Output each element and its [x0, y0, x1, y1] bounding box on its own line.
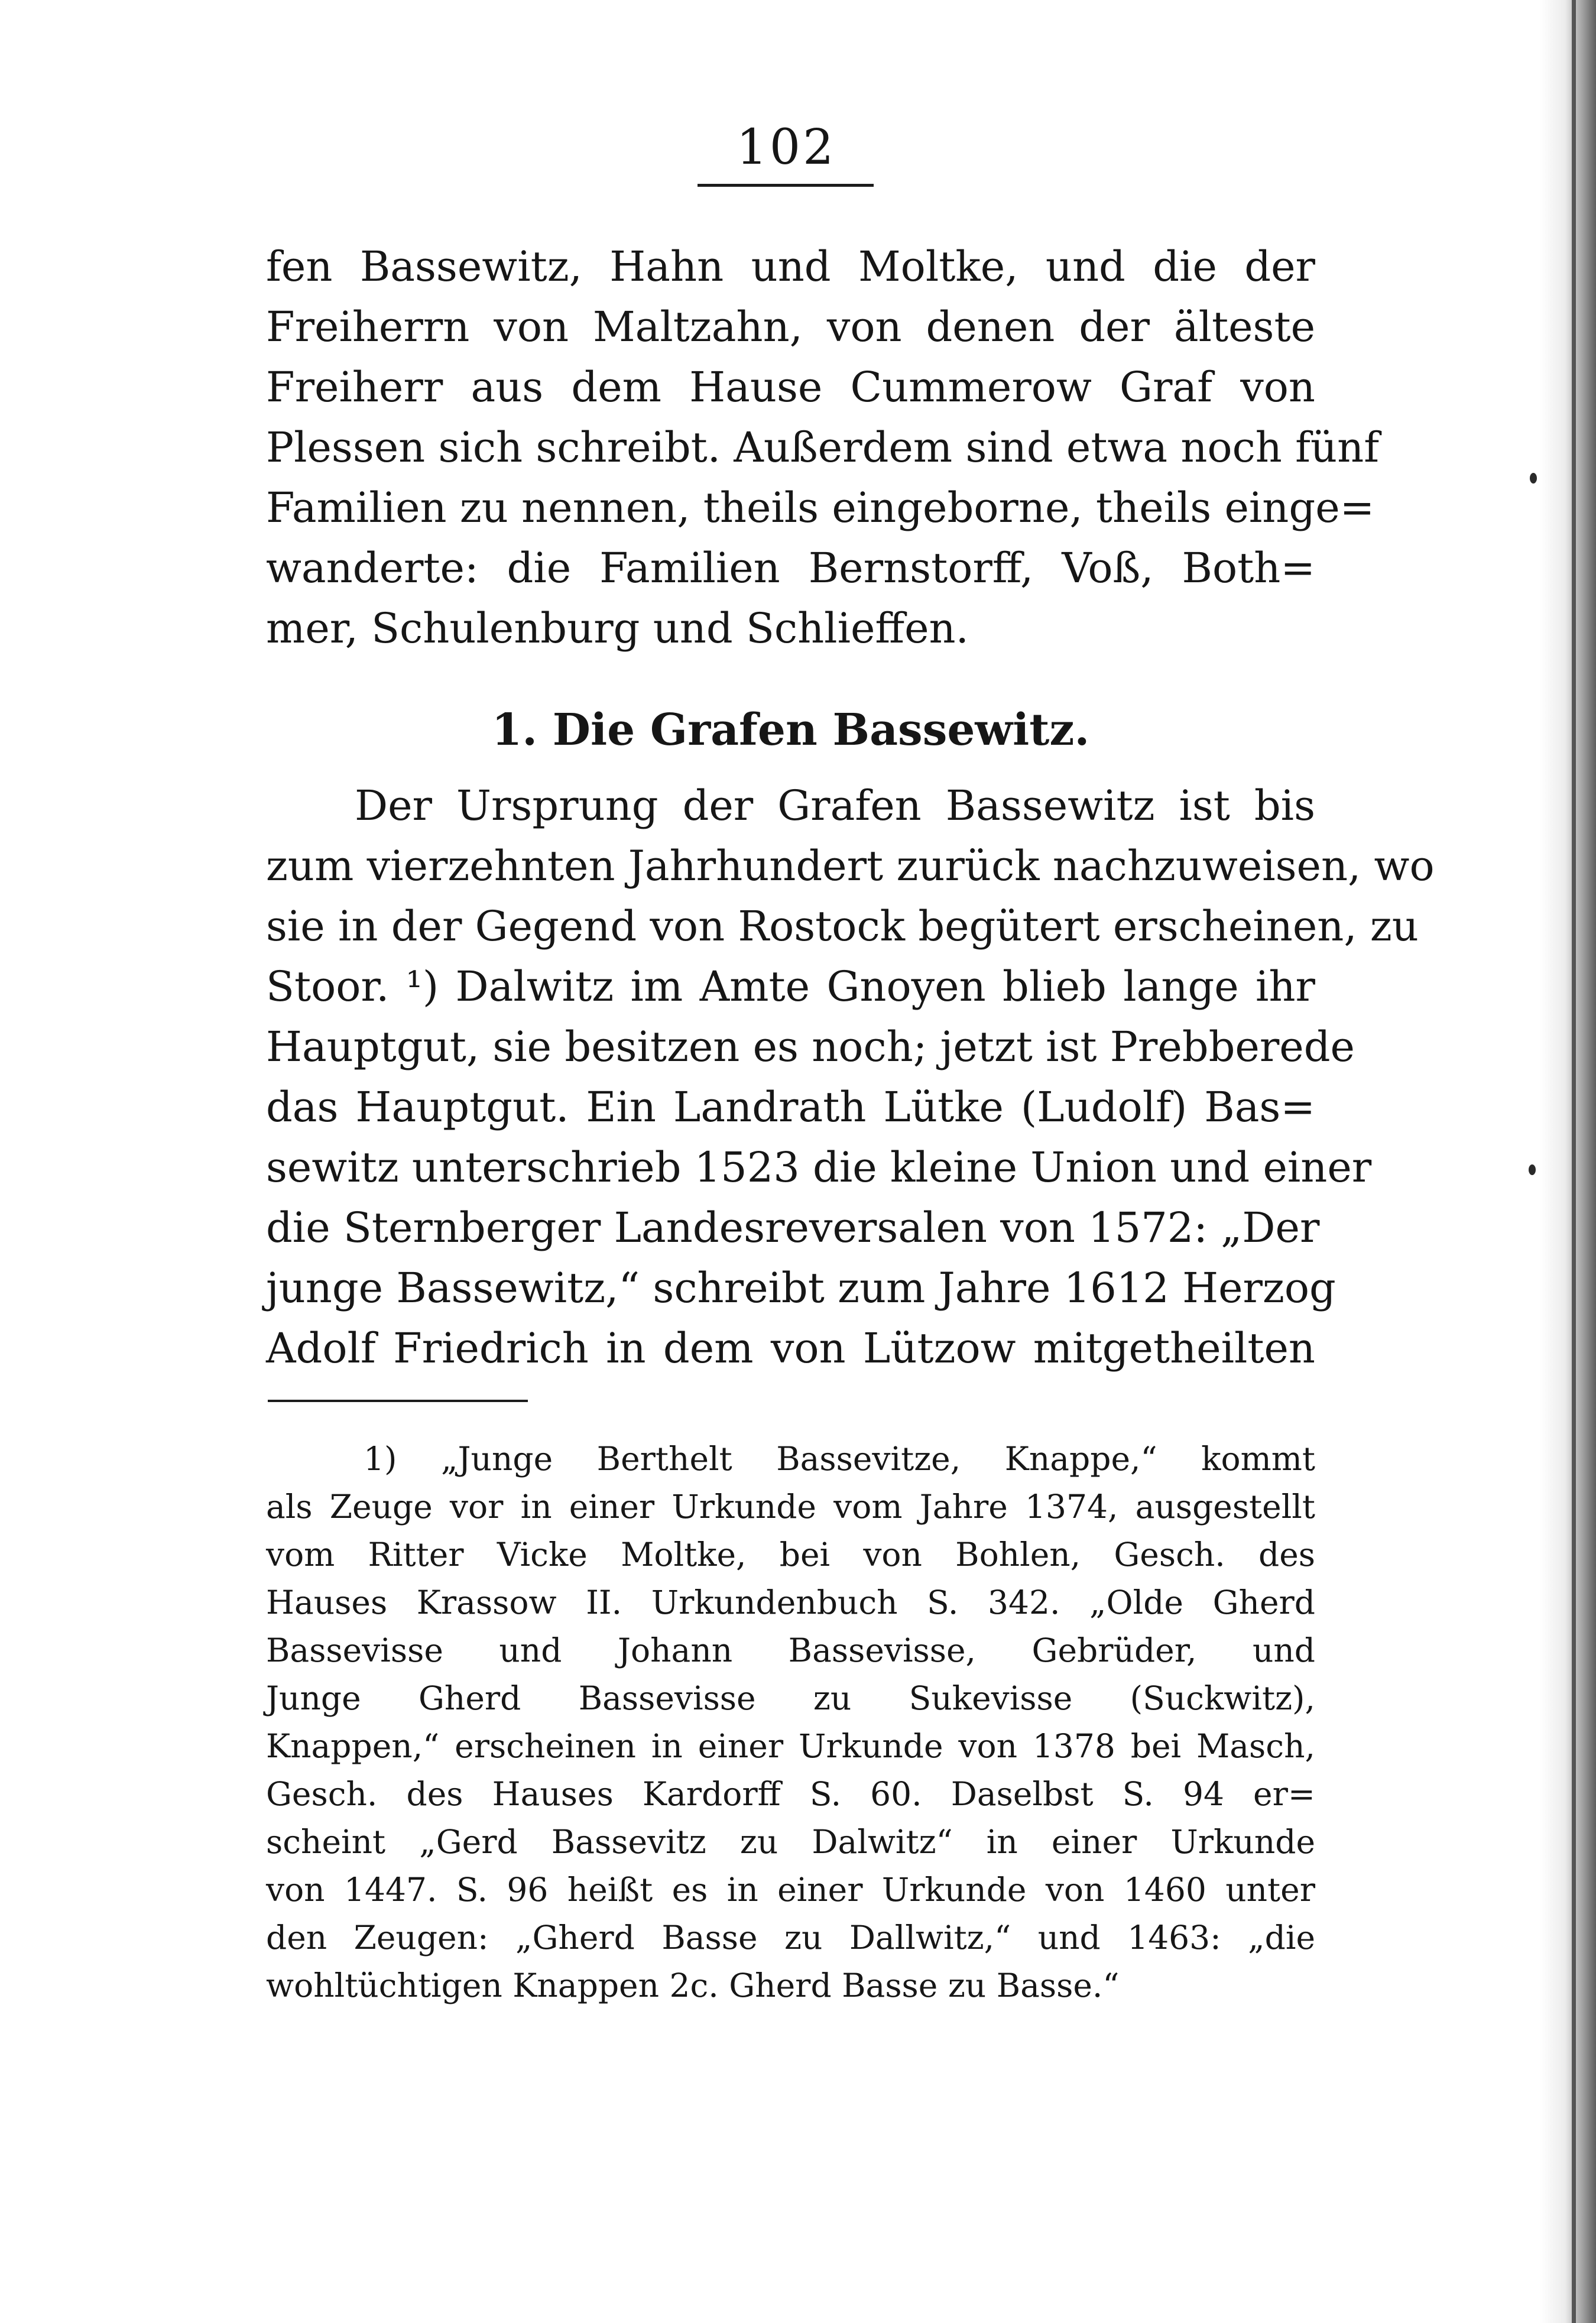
text-line: die Sternberger Landesreversalen von 1572: „Der: [266, 1203, 1320, 1252]
text-line: sewitz unterschrieb 1523 die kleine Union und einer: [266, 1143, 1372, 1192]
footnote-block: [266, 1435, 1315, 2010]
footnote-line: Bassevisse und Johann Bassevisse, Gebrüder, und: [266, 1631, 1315, 1669]
footnote-line: als Zeuge vor in einer Urkunde vom Jahre 1374, ausgestellt: [266, 1488, 1315, 1526]
text-line: Stoor. ¹) Dalwitz im Amte Gnoyen blieb lange ihr: [266, 962, 1315, 1011]
footnote-line: wohltüchtigen Knappen 2c. Gherd Basse zu Basse.“: [266, 1967, 1120, 2004]
text-line: Familien zu nennen, theils eingeborne, theils einge=: [266, 484, 1375, 532]
page-number: 102: [736, 119, 836, 176]
text-line: fen Bassewitz, Hahn und Moltke, und die der: [266, 242, 1315, 291]
ink-speck: [1530, 473, 1537, 484]
footnote-line: Hauses Krassow II. Urkundenbuch S. 342. „Olde Gherd: [266, 1584, 1315, 1621]
text-line: junge Bassewitz,“ schreibt zum Jahre 1612 Herzog: [266, 1264, 1336, 1312]
text-line: Adolf Friedrich in dem von Lützow mitgetheilten: [266, 1324, 1315, 1373]
text-line: wanderte: die Familien Bernstorff, Voß, Both=: [266, 544, 1315, 592]
section-heading: 1. Die Grafen Bassewitz.: [491, 705, 1090, 755]
footnote-line: Knappen,“ erscheinen in einer Urkunde von 1378 bei Masch,: [266, 1727, 1315, 1765]
footnote-line: von 1447. S. 96 heißt es in einer Urkunde von 1460 unter: [266, 1871, 1315, 1909]
footnote-line: Junge Gherd Bassevisse zu Sukevisse (Suckwitz),: [266, 1679, 1315, 1717]
text-line: Freiherrn von Maltzahn, von denen der älteste: [266, 303, 1315, 351]
page-binding-shadow: [1540, 0, 1596, 2323]
page-binding-edge: [1572, 0, 1576, 2323]
text-line: Hauptgut, sie besitzen es noch; jetzt ist Prebberede: [266, 1023, 1355, 1071]
text-line: sie in der Gegend von Rostock begütert erscheinen, zu: [266, 902, 1419, 950]
footnote-line: den Zeugen: „Gherd Basse zu Dallwitz,“ und 1463: „die: [266, 1919, 1315, 1957]
footnote-line: scheint „Gerd Bassevitz zu Dalwitz“ in einer Urkunde: [266, 1823, 1315, 1861]
text-line: Freiherr aus dem Hause Cummerow Graf von: [266, 363, 1315, 411]
text-line: Der Ursprung der Grafen Bassewitz ist bis: [355, 781, 1315, 830]
footnote-line: vom Ritter Vicke Moltke, bei von Bohlen, Gesch. des: [266, 1536, 1315, 1573]
footnote-rule: [268, 1400, 528, 1402]
footnote-line: Gesch. des Hauses Kardorff S. 60. Daselbst S. 94 er=: [266, 1775, 1315, 1813]
text-line: das Hauptgut. Ein Landrath Lütke (Ludolf) Bas=: [266, 1083, 1315, 1131]
text-line: Plessen sich schreibt. Außerdem sind etwa noch fünf: [266, 423, 1380, 472]
text-line: mer, Schulenburg und Schlieffen.: [266, 604, 969, 653]
text-line: zum vierzehnten Jahrhundert zurück nachzuweisen, wo: [266, 842, 1435, 890]
page-number-rule: [698, 184, 874, 187]
continuation-paragraph: [266, 236, 1380, 658]
section-paragraph: [266, 776, 1435, 1378]
footnote-line: 1) „Junge Berthelt Bassevitze, Knappe,“ kommt: [364, 1440, 1315, 1478]
ink-speck: [1529, 1164, 1536, 1175]
